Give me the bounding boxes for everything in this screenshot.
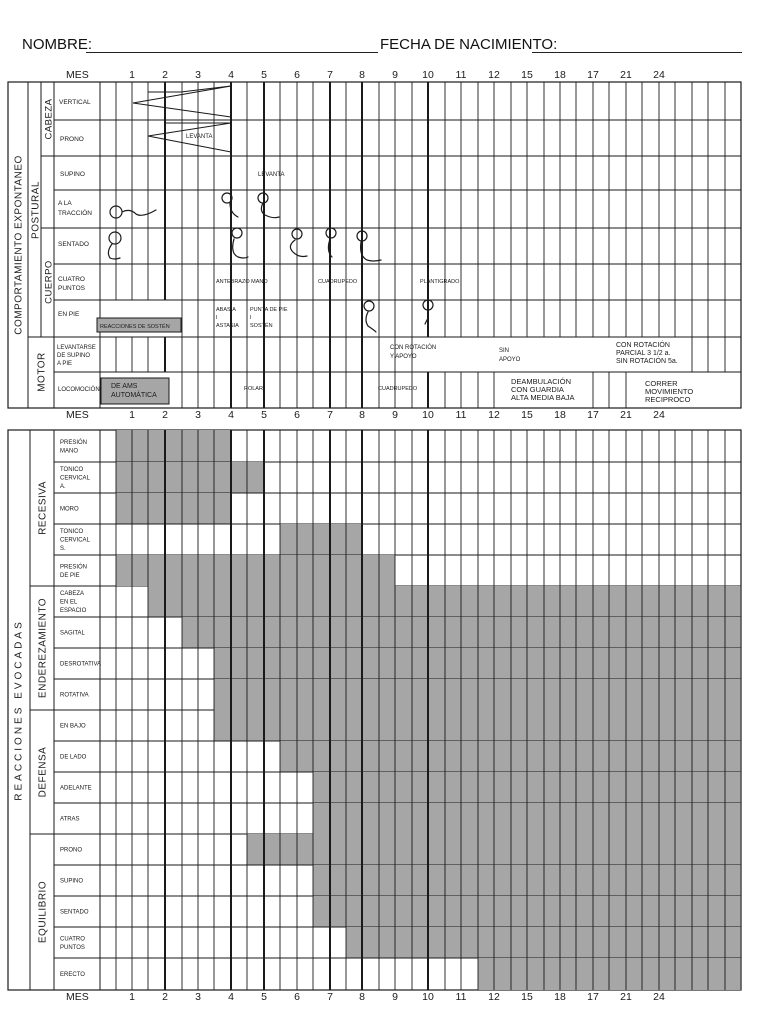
fill-bar [116,555,395,586]
month-tick-bottom: 11 [455,991,467,1003]
row-label-supino: SUPINO [60,878,84,885]
month-tick-bottom: 4 [228,991,234,1003]
month-tick-bottom: 9 [392,991,398,1003]
fecha-nacimiento-label: FECHA DE NACIMIENTO: [380,36,558,53]
annot-sin-apoyo: APOYO [499,357,521,363]
month-tick-middle: 21 [620,409,632,421]
month-tick-bottom: 3 [195,991,201,1003]
month-tick-bottom: 1 [129,991,135,1003]
mes-label-top: MES [66,69,89,81]
month-tick-middle: 18 [554,409,566,421]
row-cuatro-puntos: PUNTOS [58,285,85,292]
row-label-atras: ATRAS [60,816,80,823]
annot-correr: RECIPROCO [645,395,691,404]
row-label-tonico: TONICO [60,529,84,535]
month-tick-top: 1 [129,69,135,81]
month-tick-bottom: 10 [422,991,434,1003]
row-label-tonico: CERVICAL [60,475,90,482]
month-tick-middle: 15 [521,409,533,421]
fill-bar [148,586,741,617]
row-label-presión: MANO [60,448,78,455]
row-label-presión: PRESIÓN [60,564,88,571]
cabeza-label: CABEZA [43,98,55,140]
month-tick-top: 9 [392,69,398,81]
row-sentado: SENTADO [58,241,89,248]
row-label-adelante: ADELANTE [60,785,92,792]
row-label-tonico: CERVICAL [60,537,90,544]
annot-cuadrupedo: CUADRUPEDO [318,279,358,285]
month-tick-bottom: 2 [162,991,168,1003]
row-label-cuatro: PUNTOS [60,944,85,951]
month-tick-middle: 1 [129,409,135,421]
month-tick-top: 6 [294,69,300,81]
postural-label: POSTURAL [30,181,42,239]
mes-label-bottom: MES [66,991,89,1003]
annot-plantigrado: PLANTIGRADO [420,279,460,285]
annot-punta-pie: I [250,315,252,321]
month-tick-bottom: 17 [587,991,599,1003]
month-tick-top: 21 [620,69,632,81]
month-tick-top: 5 [261,69,267,81]
annot-sin-apoyo: SIN [499,348,510,354]
annot-correr: MOVIMIENTO [645,387,694,396]
row-label-cabeza: CABEZA [60,591,85,597]
month-tick-bottom: 24 [653,991,665,1003]
month-tick-middle: 7 [327,409,333,421]
fill-bar [116,462,264,493]
motor-label: MOTOR [36,352,48,392]
annot-punta-pie: PUNTA DE PIE [250,307,288,313]
month-tick-middle: 5 [261,409,267,421]
row-cuatro-puntos: CUATRO [58,276,85,283]
fill-bar [182,617,741,648]
row-label-erecto: ERECTO [60,972,85,978]
fill-bar [214,679,741,710]
month-tick-top: 10 [422,69,434,81]
month-tick-top: 12 [488,69,500,81]
row-traccion: A LA [58,200,72,207]
group-enderezamiento: ENDEREZAMIENTO [37,597,49,699]
fill-bar [214,648,741,679]
annot-de-ams: AUTOMÁTICA [111,392,157,399]
month-tick-middle: 8 [359,409,365,421]
fill-bar [214,710,741,741]
mes-label-middle: MES [66,409,89,421]
row-label-sagital: SAGITAL [60,630,85,637]
row-label-tonico: S. [60,546,66,552]
month-tick-bottom: 8 [359,991,365,1003]
comportamiento-label: COMPORTAMIENTO EXPONTANEO [13,155,25,335]
row-label-tonico: TONICO [60,467,84,473]
cuerpo-label: CUERPO [43,260,55,304]
month-tick-top: 11 [455,69,467,81]
month-tick-bottom: 6 [294,991,300,1003]
annot-levanta-supino: LEVANTA [258,172,285,178]
fill-bar [280,524,362,555]
annot-reacciones-sosten: REACCIONES DE SOSTÉN [100,324,170,330]
annot-rolar: ROLAR [244,386,263,392]
row-levantarse: DE SUPINO [57,353,91,359]
annot-deambulacion: DEAMBULACIÓN [511,377,572,386]
annot-abasia: ABASIA [216,307,236,313]
annot-punta-pie: SOSTÉN [250,323,273,329]
annot-correr: CORRER [645,379,678,388]
annot-con-rotacion: CON ROTACIÓN [390,345,437,351]
row-prono: PRONO [60,136,84,143]
figure-en-pie-1 [364,301,376,332]
annot-parcial: SIN ROTACIÓN 5a. [616,358,678,365]
row-label-prono: PRONO [60,847,83,854]
row-label-moro: MORO [60,506,79,513]
nombre-label: NOMBRE: [22,36,93,53]
month-tick-bottom: 18 [554,991,566,1003]
group-equilibrio: EQUILIBRIO [37,880,49,944]
figure-sentado-2 [232,228,248,258]
fill-bar [280,741,741,772]
row-label-desrotativa: DESROTATIVA [60,661,102,668]
row-levantarse: A PIE [57,361,73,367]
row-label-cabeza: ESPACIO [60,608,87,614]
row-supino: SUPINO [60,171,85,178]
month-tick-top: 4 [228,69,234,81]
zigzag-vertical-top [148,86,231,92]
month-tick-top: 24 [653,69,665,81]
annot-levanta-prono: LEVANTA [186,134,213,140]
month-tick-middle: 9 [392,409,398,421]
month-tick-middle: 10 [422,409,434,421]
figure-traccion-3 [258,193,279,218]
month-tick-bottom: 7 [327,991,333,1003]
month-tick-bottom: 21 [620,991,632,1003]
month-tick-top: 15 [521,69,533,81]
month-tick-bottom: 12 [488,991,500,1003]
month-tick-top: 3 [195,69,201,81]
row-label-tonico: A. [60,484,66,490]
annot-de-ams: DE AMS [111,383,138,390]
figure-sentado-1 [108,232,121,259]
month-tick-middle: 24 [653,409,665,421]
row-label-sentado: SENTADO [60,909,89,916]
de-ams-box [101,378,169,404]
month-tick-middle: 3 [195,409,201,421]
annot-abasia: I [216,315,218,321]
month-tick-top: 2 [162,69,168,81]
row-label-cuatro: CUATRO [60,936,85,943]
month-tick-middle: 4 [228,409,234,421]
month-tick-middle: 2 [162,409,168,421]
row-label-en bajo: EN BAJO [60,723,86,730]
month-tick-bottom: 5 [261,991,267,1003]
annot-cuadrupedo-loco: CUADRUPEDO [378,386,418,392]
annot-parcial: CON ROTACIÓN [616,342,670,349]
annot-con-rotacion: Y APOYO [390,354,417,360]
figure-traccion-1 [110,206,156,218]
figure-sentado-5 [357,231,381,261]
annot-antebrazo: ANTEBRAZO MANO [216,279,268,285]
month-tick-top: 8 [359,69,365,81]
annot-deambulacion: CON GUARDIA [511,385,564,394]
month-tick-middle: 11 [455,409,467,421]
month-tick-middle: 12 [488,409,500,421]
figure-sentado-3 [290,229,307,257]
month-tick-top: 17 [587,69,599,81]
row-label-presión: DE PIE [60,572,80,579]
annot-abasia: ASTASIA [216,323,239,329]
month-tick-bottom: 15 [521,991,533,1003]
reacciones-evocadas-label: REACCIONES EVOCADAS [13,619,25,801]
row-en-pie: EN PIE [58,311,80,318]
row-label-rotativa: ROTATIVA [60,692,89,699]
row-label-cabeza: EN EL [60,599,78,606]
month-tick-top: 18 [554,69,566,81]
row-label-de lado: DE LADO [60,754,87,761]
annot-deambulacion: ALTA MEDIA BAJA [511,393,575,402]
row-vertical: VERTICAL [59,99,91,106]
month-tick-middle: 17 [587,409,599,421]
group-defensa: DEFENSA [37,746,49,798]
row-traccion: TRACCIÓN [58,210,92,217]
annot-parcial: PARCIAL 3 1/2 a. [616,350,671,357]
month-tick-top: 7 [327,69,333,81]
row-label-presión: PRESIÓN [60,439,88,446]
group-recesiva: RECESIVA [37,481,49,535]
row-levantarse: LEVANTARSE [57,345,96,351]
row-locomocion: LOCOMOCIÓN [58,387,100,393]
month-tick-middle: 6 [294,409,300,421]
